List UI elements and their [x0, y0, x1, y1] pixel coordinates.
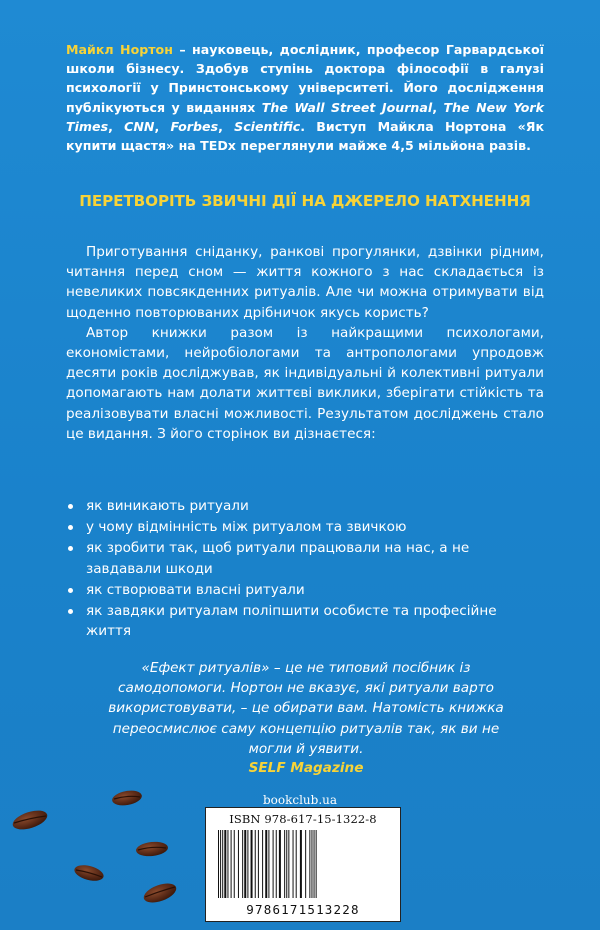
barcode-icon	[216, 830, 390, 898]
isbn-text: ISBN 978-617-15-1322-8	[229, 812, 377, 826]
publication-name: Forbes	[170, 118, 219, 134]
barcode-digits: 9786171513228	[246, 902, 360, 917]
list-item: як створювати власні ритуали	[66, 580, 544, 600]
list-item: у чому відмінність між ритуалом та звичкою	[66, 517, 544, 537]
publication-name: The Wall Street Journal	[261, 99, 433, 115]
section-heading: ПЕРЕТВОРІТЬ ЗВИЧНІ ДІЇ НА ДЖЕРЕЛО НАТХНЕННЯ	[79, 192, 531, 210]
isbn-barcode	[205, 807, 401, 922]
list-item: як завдяки ритуалам поліпшити особисте та професійне життя	[66, 601, 544, 641]
quote-source: SELF Magazine	[248, 760, 364, 776]
description-paragraph: Приготування сніданку, ранкові прогулянки, дзвінки рідним, читання перед сном — життя кожного з нас складається із невеликих повсякденних ритуалів. Але чи можна отримувати від щоденно повторюваних дрібничок якусь користь?	[66, 244, 544, 321]
author-name: Майкл Нортон	[66, 42, 173, 57]
description-paragraph: Автор книжки разом із найкращими психологами, економістами, нейробіологами та антропологами упродовж десяти років досліджував, як індивідуальні й колективні ритуали допомагають нам долати життєві виклики, зберігати стійкість та реалізовувати власні можливості. Результатом досліджень стало це видання. З його сторінок ви дізнаєтеся:	[66, 324, 544, 442]
review-quote: «Ефект ритуалів» – це не типовий посібник із самодопомоги. Нортон не вказує, які ритуали варто використовувати, – це обирати вам. Натомість книжка переосмислює саму концепцію ритуалів так, як ви не могли й уявити.	[108, 660, 504, 757]
publication-name: Scientific	[234, 118, 301, 134]
publication-name: The New York Times	[66, 99, 545, 134]
list-item: як виникають ритуали	[66, 496, 544, 516]
learning-points-list	[66, 496, 544, 642]
publication-name: CNN	[124, 118, 155, 134]
author-bio: Майкл Нортон – науковець, дослідник, професор Гарвардської школи бізнесу. Здобув ступінь доктора філософії в галузі психології у Принстонському університеті. Його дослідження публікуються у виданнях The Wall Street Journal, The New York Times, CNN, Forbes, Scientific. Виступ Майкла Нортона «Як купити щастя» на TEDx переглянули майже 4,5 мільйона разів.	[66, 42, 545, 154]
description	[66, 242, 544, 444]
list-item: як зробити так, щоб ритуали працювали на нас, а не завдавали шкоди	[66, 538, 544, 578]
publisher-website: bookclub.ua	[262, 793, 338, 807]
